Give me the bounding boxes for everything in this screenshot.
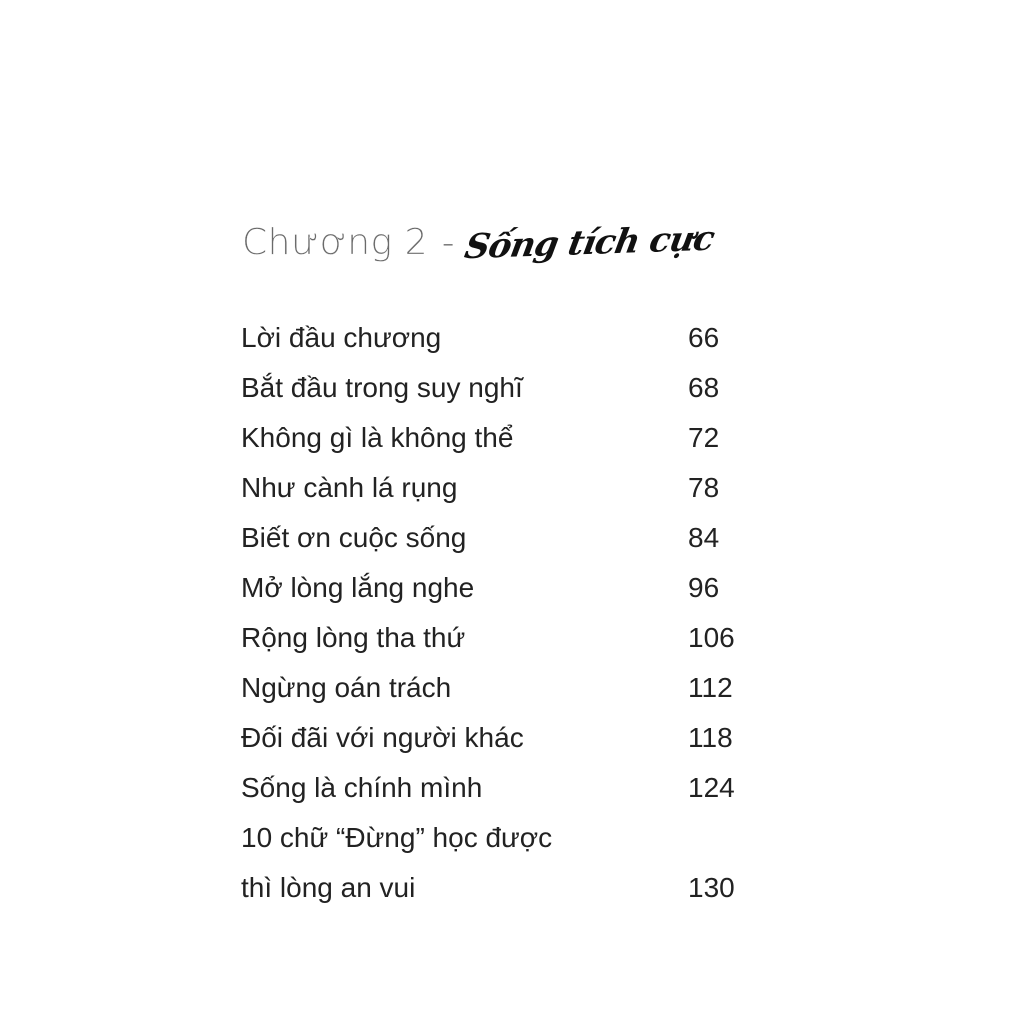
toc-entry xyxy=(241,513,761,563)
toc-entry xyxy=(241,363,761,413)
chapter-label: Chương 2 xyxy=(242,222,429,263)
toc-entry-title: thì lòng an vui xyxy=(241,872,416,903)
toc-entry-title: Biết ơn cuộc sống xyxy=(241,522,467,553)
toc-entry-title: Rộng lòng tha thứ xyxy=(241,622,466,653)
toc-entry xyxy=(241,663,761,713)
toc-entry-title: Đối đãi với người khác xyxy=(241,722,524,753)
toc-entry xyxy=(241,713,761,763)
toc-entry-page: 66 xyxy=(688,322,720,353)
toc-entry-title: Ngừng oán trách xyxy=(241,672,452,703)
toc-entry xyxy=(241,763,761,813)
toc-entry-title: Sống là chính mình xyxy=(241,772,483,803)
toc-entry-title: Mở lòng lắng nghe xyxy=(241,572,475,603)
toc-entry-page: 112 xyxy=(688,672,733,703)
toc-entry-page: 118 xyxy=(688,722,733,753)
chapter-subtitle: Sống tích cực xyxy=(461,218,718,268)
toc-entry-title: Không gì là không thể xyxy=(241,422,514,453)
toc-entry-title: Như cành lá rụng xyxy=(241,472,458,503)
toc-entry xyxy=(241,613,761,663)
table-of-contents xyxy=(241,313,761,913)
toc-entry-title: 10 chữ “Đừng” học được xyxy=(241,822,553,853)
toc-entry xyxy=(241,563,761,613)
toc-entry xyxy=(241,313,761,363)
chapter-separator: - xyxy=(442,223,455,263)
toc-entry-page: 130 xyxy=(688,872,735,903)
toc-entry-page: 78 xyxy=(688,472,720,503)
chapter-heading xyxy=(242,218,718,282)
toc-entry-page: 72 xyxy=(688,422,720,453)
toc-entry-page: 106 xyxy=(688,622,735,653)
toc-entry-page: 84 xyxy=(688,522,720,553)
toc-entry-title: Bắt đầu trong suy nghĩ xyxy=(241,372,523,403)
toc-entry-page: 96 xyxy=(688,572,720,603)
toc-entry xyxy=(241,813,761,863)
toc-entry-page: 68 xyxy=(688,372,720,403)
toc-entry-title: Lời đầu chương xyxy=(241,322,442,353)
toc-entry xyxy=(241,413,761,463)
toc-entry xyxy=(241,863,761,913)
toc-entry xyxy=(241,463,761,513)
toc-entry-page: 124 xyxy=(688,772,735,803)
